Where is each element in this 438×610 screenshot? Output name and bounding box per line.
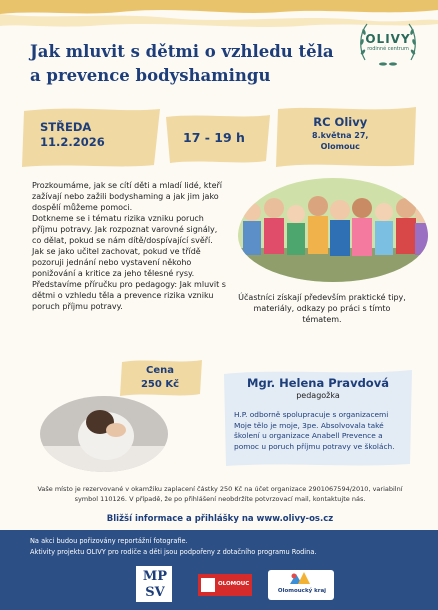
more-info-link: Bližší informace a přihlášky na www.olivy-os.cz	[106, 514, 334, 524]
title-line-2: a prevence bodyshamingu	[30, 66, 271, 85]
event-time: 17 - 19 h	[183, 130, 245, 145]
speaker-bio: H.P. odborně spolupracuje s organizacemi Moje tělo je moje, 3pe. Absolvovala také školení u organizace Anabell Prevence a pomoc u poruch příjmu potravy ve školách.	[234, 410, 395, 451]
event-description	[32, 180, 228, 312]
price	[130, 364, 190, 392]
children-group-illustration	[238, 178, 428, 282]
kraj-star-icon	[268, 570, 334, 588]
mpsv-logo	[136, 566, 172, 602]
event-venue	[312, 115, 368, 152]
price-label: Cena	[146, 365, 174, 376]
mpsv-logo-bottom: SV	[145, 585, 165, 600]
venue-city: Olomouc	[320, 142, 360, 151]
speaker-role: pedagožka	[296, 391, 340, 400]
description-paragraph-3: Jak se jako učitel zachovat, pokud ve třídě pozoruji jednání nebo vystavení někoho ponižování a kritice za jeho tělesné rysy. Představíme příručku pro pedagogy: Jak mluvit s dětmi o vzhledu těla a prevence rizika vzniku poruch příjmu potravy.	[32, 247, 226, 311]
event-date	[40, 120, 105, 150]
page-title	[30, 40, 350, 88]
venue-name: RC Olivy	[313, 115, 368, 129]
reservation-note: Vaše místo je rezervované v okamžiku zaplacení částky 250 Kč na účet organizace 2901067594/2010, variabilní symbol 110126. V případě, že po přihlášení neobdržíte potvrzovací mail, kontaktujte nás.	[37, 485, 403, 503]
olomouc-logo-text: OLOMOUC	[218, 581, 250, 587]
venue-street: 8.května 27,	[312, 131, 369, 140]
olivy-logo	[355, 14, 421, 72]
participants-text: Účastníci získají především praktické tipy, materiály, odkazy po práci s tímto tématem.	[238, 293, 406, 324]
description-paragraph-1: Prozkoumáme, jak se cítí děti a mladí lidé, kteří zažívají nebo zažili bodyshaming a jak jim jako dospělí můžeme pomoci.	[32, 181, 222, 212]
description-paragraph-2: Dotkneme se i tématu rizika vzniku poruch příjmu potravy. Jak rozpoznat varovné signály, co dělat, pokud se nám dítě/dospívající svěří.	[32, 214, 218, 245]
event-day: STŘEDA	[40, 120, 92, 134]
speaker-name: Mgr. Helena Pravdová	[247, 376, 389, 390]
logo-subtitle: rodinné centrum	[367, 46, 409, 52]
distressed-woman-illustration	[40, 396, 168, 472]
price-value: 250 Kč	[140, 379, 180, 390]
footer-line-2: Aktivity projektu OLIVY pro rodiče a děti jsou podpořeny z dotačního programu Rodina.	[30, 548, 317, 556]
mpsv-logo-top: MP	[142, 569, 168, 584]
olomouc-logo	[198, 574, 252, 596]
footer-line-1: Na akci budou pořizovány reportážní fotografie.	[30, 537, 188, 545]
children-photo	[238, 178, 428, 282]
olomouc-mark-icon	[201, 578, 215, 592]
event-date-value: 11.2.2026	[40, 135, 105, 149]
woman-photo	[40, 396, 168, 472]
sponsor-logos	[136, 564, 336, 604]
logo-name: OLIVY	[365, 32, 411, 46]
kraj-logo-text: Olomoucký kraj	[277, 588, 327, 594]
footer-text	[30, 536, 410, 558]
title-line-1: Jak mluvit s dětmi o vzhledu těla	[30, 42, 334, 61]
olomoucky-kraj-logo	[268, 570, 334, 600]
